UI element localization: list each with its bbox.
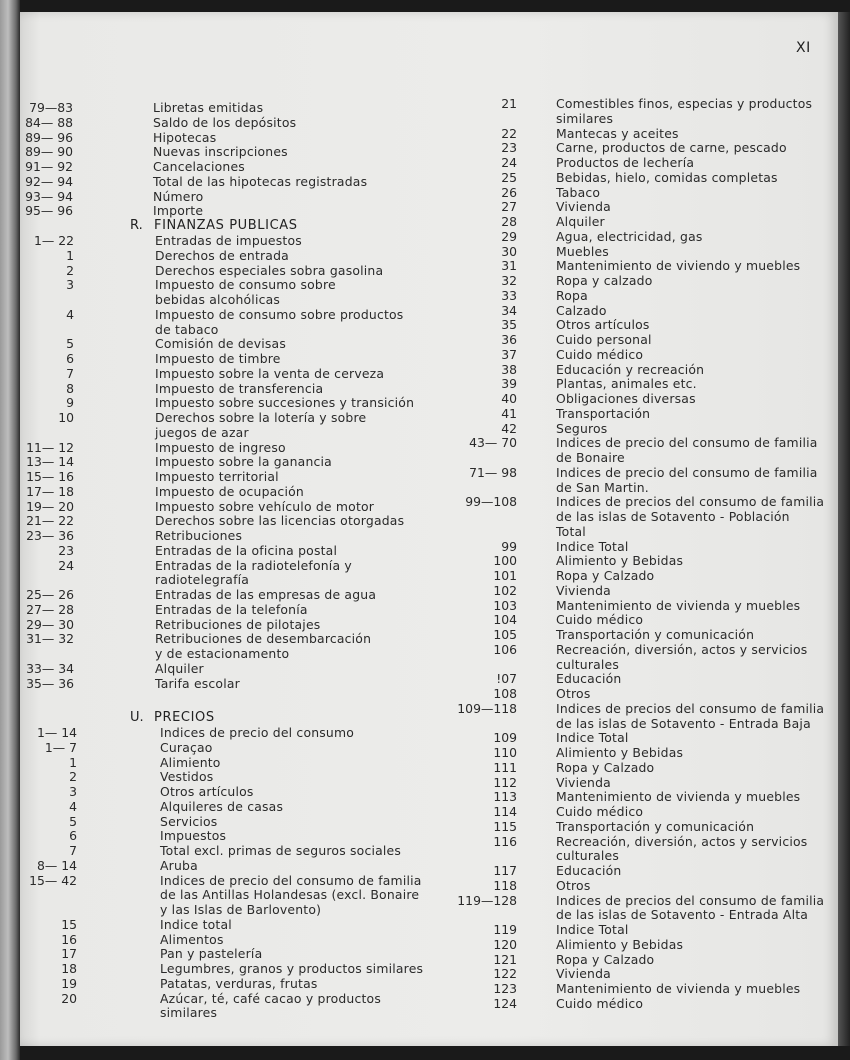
index-number: 31 — [501, 258, 517, 274]
index-entry: Retribuciones — [155, 528, 243, 543]
index-number: 32 — [501, 273, 517, 288]
index-entry: Número — [153, 188, 204, 204]
section-heading: PRECIOS — [154, 710, 215, 725]
index-number: 79—83 — [29, 100, 73, 115]
index-entry: Alimentos — [160, 931, 224, 947]
index-number: 24 — [501, 155, 517, 170]
index-entry: similares — [556, 110, 614, 126]
index-entry: Cancelaciones — [153, 159, 245, 174]
index-entry: Retribuciones de desembarcación — [155, 631, 372, 647]
index-number: 102 — [493, 582, 517, 598]
index-entry: Impuesto de transferencia — [155, 380, 324, 396]
index-number: 117 — [493, 863, 517, 878]
index-entry: Indices de precios del consumo de familia — [556, 700, 825, 716]
index-entry: Derechos sobre la lotería y sobre — [155, 410, 367, 425]
index-number: 33— 34 — [26, 660, 74, 676]
index-entry: Alimiento — [160, 754, 221, 770]
index-number: 19 — [61, 975, 77, 991]
index-entry: Indice Total — [556, 730, 629, 746]
index-number: 111 — [493, 759, 517, 775]
index-entry: Agua, electricidad, gas — [556, 228, 703, 244]
index-number: 37 — [501, 346, 517, 362]
index-entry: Indice total — [160, 916, 232, 932]
index-number: 124 — [493, 995, 517, 1011]
index-entry: Tabaco — [556, 184, 601, 200]
index-entry: Total excl. primas de seguros sociales — [160, 843, 402, 858]
index-number: 41 — [501, 405, 517, 421]
index-entry: Productos de lechería — [556, 155, 695, 170]
index-entry: Alimiento y Bebidas — [556, 936, 684, 952]
index-entry: Carne, productos de carne, pescado — [556, 140, 787, 156]
index-entry: Indices de precio del consumo de familia — [160, 872, 422, 888]
index-entry: Indices de precio del consumo de familia — [556, 435, 818, 451]
index-number: 35— 36 — [26, 675, 74, 691]
index-entry: Impuesto sobre vehículo de motor — [155, 498, 375, 514]
index-number: 123 — [493, 981, 517, 996]
index-entry: Otros artículos — [160, 784, 254, 799]
index-number: 112 — [493, 774, 517, 790]
index-entry: Otros artículos — [556, 317, 650, 333]
index-number: 31— 32 — [26, 631, 74, 647]
index-entry: Impuesto de timbre — [155, 351, 281, 366]
index-entry: Recreación, diversión, actos y servicios — [556, 833, 808, 849]
index-entry: y las Islas de Barlovento) — [160, 902, 322, 917]
index-number: 9 — [66, 395, 74, 411]
index-number: 7 — [69, 843, 77, 858]
index-number: 29 — [501, 228, 517, 244]
index-number: 116 — [493, 833, 517, 849]
index-entry: Alquileres de casas — [160, 798, 284, 814]
index-number: 1— 14 — [37, 725, 77, 740]
index-entry: Cuido médico — [556, 804, 644, 819]
index-entry: Vivienda — [556, 774, 611, 790]
index-number: 20 — [61, 990, 77, 1006]
index-entry: Transportación y comunicación — [556, 818, 755, 834]
index-number: 25 — [501, 169, 517, 185]
index-entry: Cuido médico — [556, 995, 644, 1011]
index-entry: de las islas de Sotavento - Población — [556, 509, 790, 524]
index-number: 3 — [66, 277, 74, 293]
index-entry: Entradas de impuestos — [155, 233, 302, 248]
index-number: 27— 28 — [26, 601, 74, 617]
index-entry: Impuesto de ingreso — [155, 439, 286, 455]
index-entry: Alimiento y Bebidas — [556, 553, 684, 569]
index-number: 30 — [501, 243, 517, 259]
index-entry: Mantecas y aceites — [556, 125, 679, 141]
index-entry: Entradas de la telefonía — [155, 601, 308, 617]
index-entry: Indices de precio del consumo de familia — [556, 464, 818, 480]
index-number: 36 — [501, 332, 517, 347]
index-number: 104 — [493, 612, 517, 628]
index-number: 119 — [493, 922, 517, 937]
index-number: 24 — [58, 557, 74, 573]
index-number: 120 — [493, 936, 517, 952]
index-entry: Impuestos — [160, 828, 227, 844]
index-number: 91— 92 — [25, 159, 73, 174]
index-number: 34 — [501, 302, 517, 318]
index-entry: Saldo de los depósitos — [153, 114, 297, 130]
index-entry: Recreación, diversión, actos y servicios — [556, 641, 808, 657]
index-entry: y de estacionamento — [155, 646, 290, 661]
index-entry: Ropa y Calzado — [556, 951, 655, 967]
index-number: 39 — [501, 376, 517, 392]
section-letter: R. — [130, 218, 143, 233]
index-entry: Legumbres, granos y productos similares — [160, 961, 424, 976]
index-number: 2 — [69, 769, 77, 785]
index-number: 105 — [493, 627, 517, 642]
index-entry: Total de las hipotecas registradas — [153, 173, 368, 189]
index-entry: Ropa — [556, 287, 588, 303]
index-entry: Educación y recreación — [556, 361, 705, 377]
index-entry: de las Antillas Holandesas (excl. Bonaire — [160, 887, 420, 903]
index-entry: Hipotecas — [153, 129, 217, 145]
index-number: 109 — [493, 730, 517, 746]
index-number: 114 — [493, 804, 517, 819]
index-number: 108 — [493, 686, 517, 701]
document-page — [20, 12, 838, 1046]
index-entry: culturales — [556, 848, 620, 864]
index-number: 35 — [501, 317, 517, 333]
index-entry: similares — [160, 1005, 218, 1021]
index-number: 23 — [501, 140, 517, 156]
index-entry: Servicios — [160, 813, 218, 829]
index-entry: Tarifa escolar — [155, 675, 240, 691]
index-entry: Entradas de las empresas de agua — [155, 587, 377, 602]
index-entry: Impuesto sobre succesiones y transición — [155, 395, 415, 411]
index-entry: Transportación — [556, 405, 651, 421]
index-number: 118 — [493, 877, 517, 893]
index-entry: bebidas alcohólicas — [155, 292, 281, 307]
index-number: 8 — [66, 380, 74, 396]
index-entry: Otros — [556, 877, 591, 893]
index-entry: juegos de azar — [155, 424, 249, 440]
index-entry: Importe — [153, 203, 204, 219]
index-entry: Alquiler — [155, 660, 204, 676]
index-number: 21— 22 — [26, 513, 74, 529]
index-entry: Ropa y calzado — [556, 273, 653, 288]
index-entry: Indices de precios del consumo de familia — [556, 892, 825, 908]
index-number: 1 — [69, 754, 77, 770]
index-number: 71— 98 — [469, 464, 517, 480]
index-entry: Alquiler — [556, 214, 605, 229]
index-entry: de las islas de Sotavento - Entrada Baja — [556, 715, 811, 731]
index-number: 23 — [58, 542, 74, 558]
index-number: 17— 18 — [26, 483, 74, 499]
index-entry: Derechos especiales sobra gasolina — [155, 262, 384, 278]
index-entry: Indices de precios del consumo de familia — [556, 494, 825, 510]
index-entry: de tabaco — [155, 321, 219, 337]
index-entry: Otros — [556, 686, 591, 701]
index-number: 106 — [493, 641, 517, 657]
index-number: 6 — [69, 828, 77, 844]
index-number: 25— 26 — [26, 587, 74, 602]
index-entry: de las islas de Sotavento - Entrada Alta — [556, 907, 809, 923]
index-number: 109—118 — [457, 700, 517, 716]
index-number: 29— 30 — [26, 616, 74, 632]
index-entry: Mantenimiento de viviendo y muebles — [556, 258, 801, 274]
index-entry: Curaçao — [160, 739, 213, 755]
index-entry: de San Martin. — [556, 479, 649, 495]
index-number: 119—128 — [457, 892, 517, 908]
index-number: 33 — [501, 287, 517, 303]
index-number: 28 — [501, 214, 517, 229]
index-number: 6 — [66, 351, 74, 366]
index-number: 16 — [61, 931, 77, 947]
index-entry: Pan y pastelería — [160, 946, 263, 962]
index-entry: Cuido personal — [556, 332, 652, 347]
index-entry: de Bonaire — [556, 450, 625, 465]
index-number: 4 — [69, 798, 77, 814]
index-entry: Muebles — [556, 243, 609, 259]
index-number: 10 — [58, 410, 74, 425]
index-number: 40 — [501, 391, 517, 406]
index-entry: Libretas emitidas — [153, 100, 264, 115]
index-number: 18 — [61, 961, 77, 976]
index-entry: Nuevas inscripciones — [153, 144, 288, 160]
index-number: 15— 42 — [29, 872, 77, 888]
index-entry: Impuesto de consumo sobre — [155, 277, 336, 293]
index-entry: Obligaciones diversas — [556, 391, 696, 406]
index-entry: Total — [556, 523, 586, 539]
index-entry: Entradas de la radiotelefonía y — [155, 557, 352, 573]
index-number: 7 — [66, 365, 74, 381]
index-number: 92— 94 — [25, 173, 73, 189]
index-entry: culturales — [556, 656, 620, 672]
index-number: 89— 90 — [25, 144, 73, 160]
index-number: 42 — [501, 420, 517, 436]
index-entry: Vivienda — [556, 199, 611, 215]
index-number: 23— 36 — [26, 528, 74, 543]
index-entry: Impuesto de consumo sobre productos — [155, 306, 404, 322]
index-number: 26 — [501, 184, 517, 200]
index-entry: Cuido médico — [556, 346, 644, 362]
index-number: 15 — [61, 916, 77, 932]
index-entry: Mantenimiento de vivienda y muebles — [556, 981, 801, 996]
index-entry: Indice Total — [556, 922, 629, 937]
index-number: 3 — [69, 784, 77, 799]
index-number: 22 — [501, 125, 517, 141]
index-number: 5 — [66, 336, 74, 352]
index-entry: Vivienda — [556, 582, 611, 598]
index-entry: Impuesto territorial — [155, 469, 279, 484]
index-number: 99 — [501, 538, 517, 554]
index-entry: Alimiento y Bebidas — [556, 745, 684, 760]
index-number: 93— 94 — [25, 188, 73, 204]
index-number: 5 — [69, 813, 77, 829]
index-entry: Plantas, animales etc. — [556, 376, 697, 392]
index-entry: Derechos sobre las licencias otorgadas — [155, 513, 405, 529]
index-entry: Derechos de entrada — [155, 247, 289, 263]
index-number: 11— 12 — [26, 439, 74, 455]
index-number: 43— 70 — [469, 435, 517, 451]
index-entry: Azúcar, té, café cacao y productos — [160, 990, 381, 1006]
index-number: 89— 96 — [25, 129, 73, 145]
index-entry: Educación — [556, 671, 622, 687]
index-number: 110 — [493, 745, 517, 760]
index-entry: Educación — [556, 863, 622, 878]
index-entry: Impuesto sobre la ganancia — [155, 454, 332, 470]
index-number: 38 — [501, 361, 517, 377]
index-number: 4 — [66, 306, 74, 322]
index-entry: Impuesto de ocupación — [155, 483, 304, 499]
index-entry: Entradas de la oficina postal — [155, 542, 338, 558]
index-entry: Impuesto sobre la venta de cerveza — [155, 365, 385, 381]
index-entry: radiotelegrafía — [155, 572, 250, 588]
index-entry: Calzado — [556, 302, 607, 318]
index-entry: Retribuciones de pilotajes — [155, 616, 321, 632]
index-number: 1— 7 — [44, 739, 77, 755]
index-number: 100 — [493, 553, 517, 569]
index-number: 27 — [501, 199, 517, 215]
index-entry: Vestidos — [160, 769, 214, 785]
index-number: 115 — [493, 818, 517, 834]
index-entry: Ropa y Calzado — [556, 759, 655, 775]
index-number: 1 — [66, 247, 74, 263]
index-entry: Mantenimiento de vivienda y muebles — [556, 789, 801, 805]
index-entry: Bebidas, hielo, comidas completas — [556, 169, 778, 185]
index-entry: Vivienda — [556, 966, 611, 982]
index-number: !07 — [496, 671, 517, 687]
index-entry: Transportación y comunicación — [556, 627, 755, 642]
index-number: 122 — [493, 966, 517, 982]
index-entry: Seguros — [556, 420, 608, 436]
index-number: 19— 20 — [26, 498, 74, 514]
page-edge-shadow — [838, 12, 850, 1046]
index-number: 101 — [493, 568, 517, 583]
index-entry: Comisión de devisas — [155, 336, 287, 352]
index-number: 113 — [493, 789, 517, 805]
index-number: 1— 22 — [34, 233, 74, 248]
index-entry: Patatas, verduras, frutas — [160, 975, 318, 991]
index-entry: Indice Total — [556, 538, 629, 554]
index-entry: Aruba — [160, 857, 198, 873]
index-number: 2 — [66, 262, 74, 278]
section-heading: FINANZAS PUBLICAS — [154, 218, 298, 233]
index-number: 17 — [61, 946, 77, 962]
index-number: 99—108 — [465, 494, 517, 510]
book-spine — [0, 0, 20, 1060]
page-number: XI — [796, 40, 811, 56]
index-number: 84— 88 — [25, 114, 73, 130]
index-number: 121 — [493, 951, 517, 967]
index-entry: Mantenimiento de vivienda y muebles — [556, 597, 801, 613]
index-entry: Cuido médico — [556, 612, 644, 628]
section-letter: U. — [130, 710, 144, 725]
index-number: 13— 14 — [26, 454, 74, 470]
index-number: 95— 96 — [25, 203, 73, 219]
index-entry: Comestibles finos, especias y productos — [556, 96, 813, 111]
index-number: 21 — [501, 96, 517, 111]
index-entry: Indices de precio del consumo — [160, 725, 355, 740]
index-number: 15— 16 — [26, 469, 74, 484]
index-number: 8— 14 — [37, 857, 77, 873]
index-entry: Ropa y Calzado — [556, 568, 655, 583]
index-number: 103 — [493, 597, 517, 613]
